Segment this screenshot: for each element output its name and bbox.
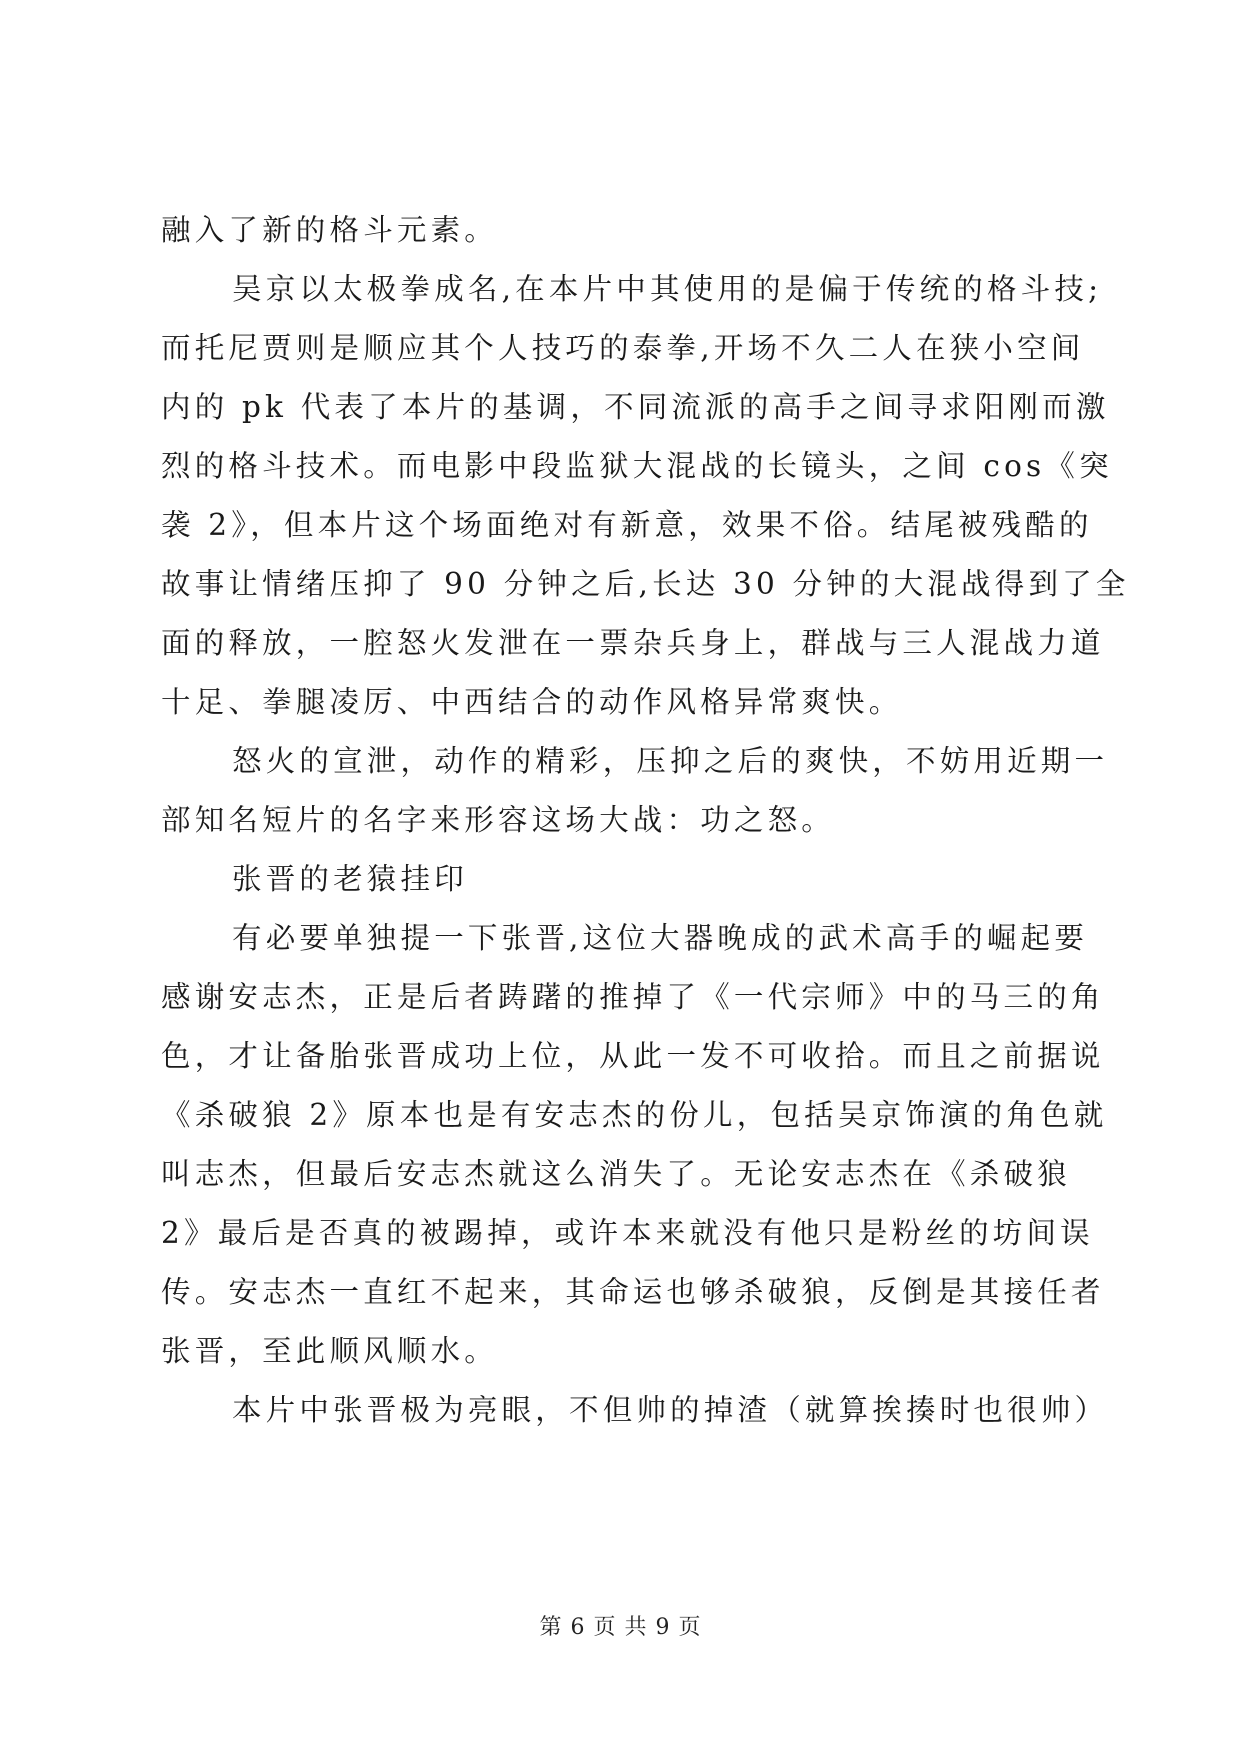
paragraph-start-line: 本片中张晋极为亮眼，不但帅的掉渣（就算挨揍时也很帅） bbox=[232, 1393, 1109, 1427]
text-line: 感谢安志杰，正是后者踌躇的推掉了《一代宗师》中的马三的角 bbox=[161, 980, 1105, 1014]
text-line: 十足、拳腿凌厉、中西结合的动作风格异常爽快。 bbox=[161, 685, 903, 719]
text-line: 融入了新的格斗元素。 bbox=[161, 213, 499, 247]
text-line: 袭 2》，但本片这个场面绝对有新意，效果不俗。结尾被残酷的 bbox=[161, 508, 1093, 542]
text-line: 内的 pk 代表了本片的基调，不同流派的高手之间寻求阳刚而激 bbox=[161, 390, 1110, 424]
text-line: 故事让情绪压抑了 90 分钟之后,长达 30 分钟的大混战得到了全 bbox=[161, 567, 1130, 601]
text-line: 面的释放，一腔怒火发泄在一票杂兵身上，群战与三人混战力道 bbox=[161, 626, 1105, 660]
text-line: 传。安志杰一直红不起来，其命运也够杀破狼，反倒是其接任者 bbox=[161, 1275, 1105, 1309]
paragraph-start-line: 有必要单独提一下张晋,这位大器晚成的武术高手的崛起要 bbox=[232, 921, 1089, 955]
text-line: 叫志杰，但最后安志杰就这么消失了。无论安志杰在《杀破狼 bbox=[161, 1157, 1071, 1191]
text-line: 张晋，至此顺风顺水。 bbox=[161, 1334, 499, 1368]
text-line: 烈的格斗技术。而电影中段监狱大混战的长镜头，之间 cos《突 bbox=[161, 449, 1113, 483]
body-text bbox=[161, 201, 1130, 1440]
page-number-footer: 第 6 页 共 9 页 bbox=[539, 1615, 702, 1640]
text-line: 色，才让备胎张晋成功上位，从此一发不可收拾。而且之前据说 bbox=[161, 1039, 1105, 1073]
text-line: 部知名短片的名字来形容这场大战：功之怒。 bbox=[161, 803, 836, 837]
section-heading: 张晋的老猿挂印 bbox=[232, 862, 468, 896]
text-line: 而托尼贾则是顺应其个人技巧的泰拳,开场不久二人在狭小空间 bbox=[161, 331, 1085, 365]
paragraph-start-line: 吴京以太极拳成名,在本片中其使用的是偏于传统的格斗技; bbox=[232, 272, 1103, 306]
text-line: 2》最后是否真的被踢掉，或许本来就没有他只是粉丝的坊间误 bbox=[161, 1216, 1094, 1250]
text-line: 《杀破狼 2》原本也是有安志杰的份儿，包括吴京饰演的角色就 bbox=[161, 1098, 1108, 1132]
paragraph-start-line: 怒火的宣泄，动作的精彩，压抑之后的爽快，不妨用近期一 bbox=[232, 744, 1109, 778]
